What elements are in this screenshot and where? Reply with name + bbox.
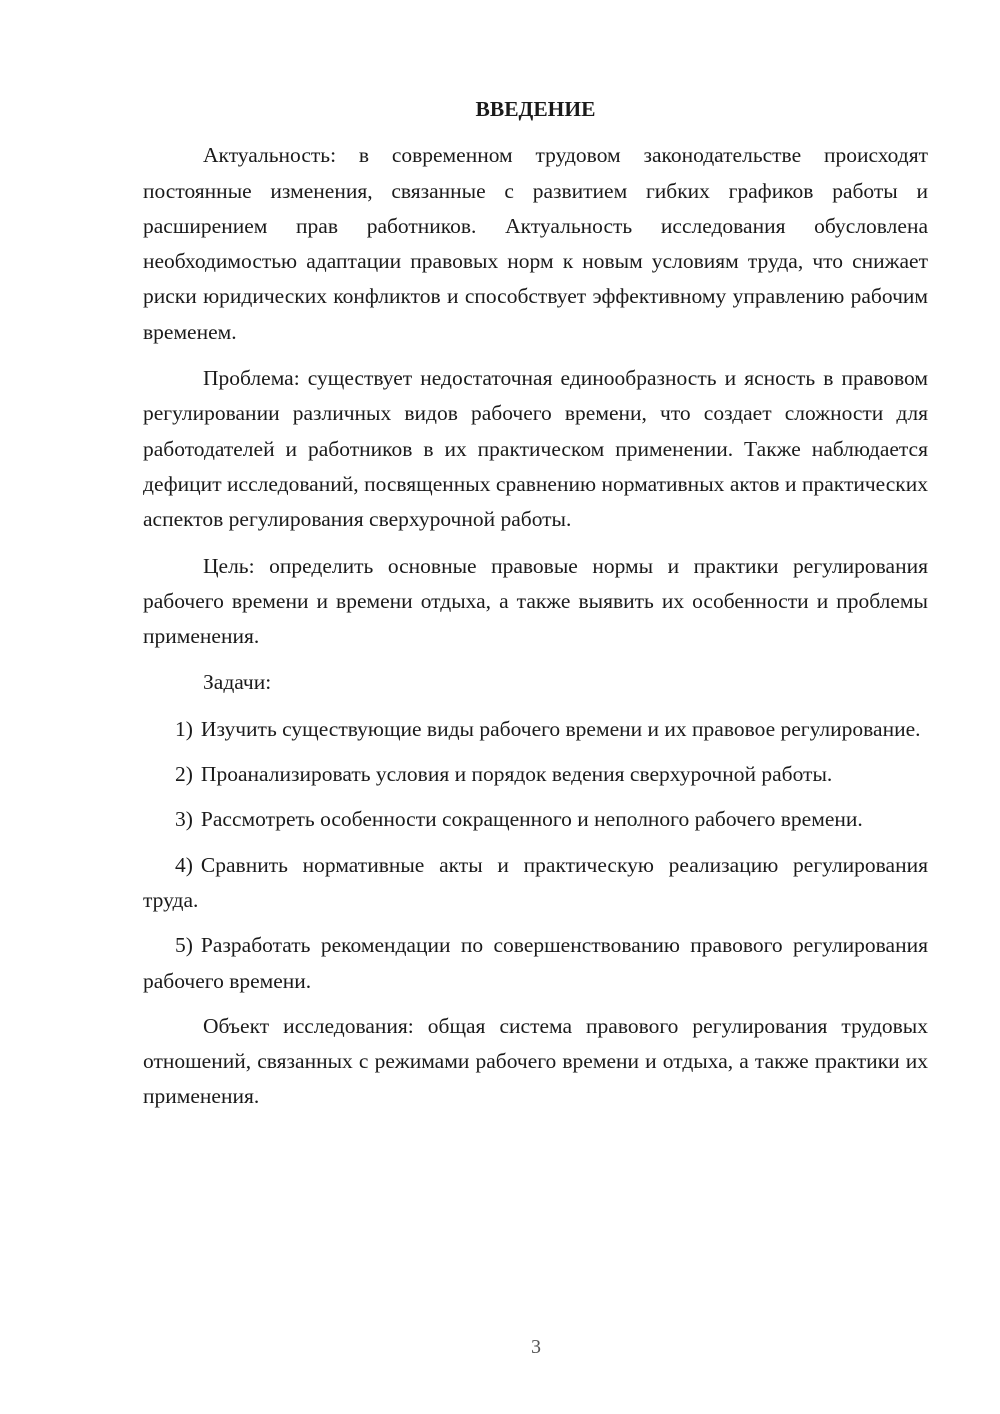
document-page [143,92,928,1126]
task-number: 3) [175,807,193,832]
task-item [143,757,928,792]
task-number: 2) [175,762,193,787]
task-text: Проанализировать условия и порядок ведения сверхурочной работы. [200,762,833,787]
task-text: Рассмотреть особенности сокращенного и неполного рабочего времени. [200,807,863,832]
task-number: 4) [175,852,193,877]
page-number: 3 [531,1336,541,1358]
task-item [143,848,928,919]
task-text: Сравнить нормативные акты и практическую реализацию регулирования труда. [143,852,928,912]
task-item [143,802,928,837]
relevance-paragraph: Актуальность: в современном трудовом законодательстве происходят постоянные изменения, связанные с развитием гибких графиков работы и расширением прав работников. Актуальность исследования обусловлена необходимостью адаптации правовых норм к новым условиям труда, что снижает риски юридических конфликтов и способствует эффективному управлению рабочим временем. [143,143,928,344]
task-item [143,928,928,999]
task-text: Изучить существующие виды рабочего времени и их правовое регулирование. [200,716,921,741]
task-number: 5) [175,933,193,958]
task-text: Разработать рекомендации по совершенствованию правового регулирования рабочего времени. [143,933,928,993]
tasks-heading: Задачи: [203,670,272,695]
task-item [143,712,928,747]
section-title: ВВЕДЕНИЕ [475,97,596,121]
goal-paragraph: Цель: определить основные правовые нормы и практики регулирования рабочего времени и времени отдыха, а также выявить их особенности и проблемы применения. [143,553,928,649]
problem-paragraph: Проблема: существует недостаточная единообразность и ясность в правовом регулировании различных видов рабочего времени, что создает сложности для работодателей и работников в их практическом применении. Также наблюдается дефицит исследований, посвященных сравнению нормативных актов и практических аспектов регулирования сверхурочной работы. [143,366,928,532]
object-paragraph: Объект исследования: общая система правового регулирования трудовых отношений, связанных с режимами рабочего времени и отдыха, а также практики их применения. [143,1013,928,1109]
task-number: 1) [175,716,193,741]
